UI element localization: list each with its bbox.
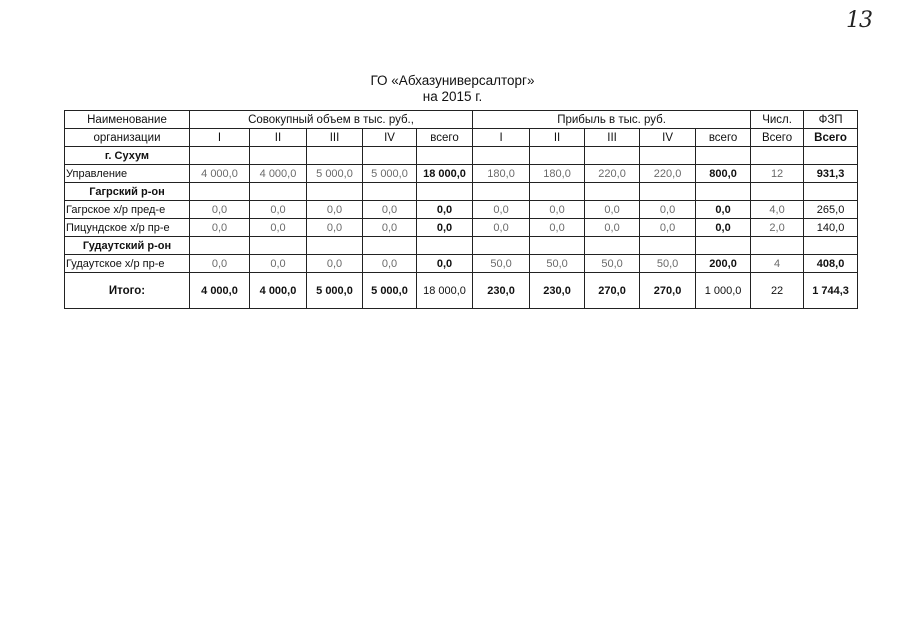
header-headcount-group: Числ. [751,111,804,129]
empty-cell [530,237,585,255]
header-name-line2: организации [65,129,190,147]
header-profit-total: всего [696,129,751,147]
section-row [65,147,858,165]
headcount-cell: 4 [751,255,804,273]
organization-name: Гудаутское х/р пр-е [65,255,190,273]
plan-table [64,110,858,309]
empty-cell [530,183,585,201]
empty-cell [307,147,363,165]
header-row-groups [65,111,858,129]
profit-quarter-cell: 50,0 [530,255,585,273]
total-row [65,273,858,309]
empty-cell [804,183,858,201]
header-volume-group: Совокупный объем в тыс. руб., [190,111,473,129]
empty-cell [307,183,363,201]
document-title-block [0,73,905,105]
empty-cell [250,147,307,165]
total-profit-quarter: 270,0 [585,273,640,309]
profit-quarter-cell: 180,0 [473,165,530,183]
table-row [65,255,858,273]
total-volume-quarter: 5 000,0 [363,273,417,309]
volume-quarter-cell: 0,0 [363,219,417,237]
handwritten-page-number: 13 [846,8,872,33]
profit-quarter-cell: 220,0 [585,165,640,183]
header-volume-total: всего [417,129,473,147]
empty-cell [751,237,804,255]
section-row [65,237,858,255]
empty-cell [307,237,363,255]
empty-cell [190,147,250,165]
section-name: Гагрский р-он [65,183,190,201]
volume-total-cell: 0,0 [417,219,473,237]
volume-quarter-cell: 0,0 [250,219,307,237]
section-row [65,183,858,201]
volume-quarter-cell: 0,0 [363,201,417,219]
document-title: ГО «Абхазуниверсалторг» [370,73,535,88]
organization-name: Гагрское х/р пред-е [65,201,190,219]
empty-cell [804,237,858,255]
empty-cell [473,237,530,255]
volume-quarter-cell: 5 000,0 [363,165,417,183]
payroll-cell: 265,0 [804,201,858,219]
profit-quarter-cell: 180,0 [530,165,585,183]
empty-cell [417,183,473,201]
table-row [65,219,858,237]
header-volume-q4: IV [363,129,417,147]
header-row-subcolumns [65,129,858,147]
payroll-cell: 140,0 [804,219,858,237]
profit-quarter-cell: 0,0 [473,219,530,237]
profit-quarter-cell: 0,0 [530,201,585,219]
profit-total-cell: 200,0 [696,255,751,273]
volume-total-cell: 0,0 [417,201,473,219]
header-volume-q1: I [190,129,250,147]
empty-cell [696,183,751,201]
volume-quarter-cell: 0,0 [190,201,250,219]
header-volume-q2: II [250,129,307,147]
header-profit-q3: III [585,129,640,147]
empty-cell [585,183,640,201]
total-volume-quarter: 4 000,0 [250,273,307,309]
volume-quarter-cell: 5 000,0 [307,165,363,183]
profit-quarter-cell: 0,0 [530,219,585,237]
header-payroll-total: Всего [804,129,858,147]
header-profit-q2: II [530,129,585,147]
header-payroll-group: ФЗП [804,111,858,129]
volume-total-cell: 0,0 [417,255,473,273]
volume-quarter-cell: 0,0 [307,201,363,219]
profit-quarter-cell: 0,0 [640,201,696,219]
empty-cell [640,237,696,255]
table-row [65,165,858,183]
headcount-cell: 12 [751,165,804,183]
profit-quarter-cell: 50,0 [585,255,640,273]
empty-cell [751,147,804,165]
total-profit-quarter: 270,0 [640,273,696,309]
empty-cell [696,237,751,255]
payroll-cell: 408,0 [804,255,858,273]
empty-cell [417,147,473,165]
header-profit-q1: I [473,129,530,147]
profit-quarter-cell: 0,0 [640,219,696,237]
volume-total-cell: 18 000,0 [417,165,473,183]
profit-quarter-cell: 0,0 [585,219,640,237]
profit-total-cell: 0,0 [696,219,751,237]
empty-cell [530,147,585,165]
header-headcount-total: Всего [751,129,804,147]
volume-quarter-cell: 4 000,0 [250,165,307,183]
total-profit-sum: 1 000,0 [696,273,751,309]
organization-name: Управление [65,165,190,183]
section-name: г. Сухум [65,147,190,165]
total-payroll: 1 744,3 [804,273,858,309]
header-profit-group: Прибыль в тыс. руб. [473,111,751,129]
total-volume-quarter: 4 000,0 [190,273,250,309]
volume-quarter-cell: 0,0 [190,219,250,237]
volume-quarter-cell: 0,0 [307,219,363,237]
profit-quarter-cell: 50,0 [473,255,530,273]
section-name: Гудаутский р-он [65,237,190,255]
empty-cell [696,147,751,165]
empty-cell [363,183,417,201]
total-label: Итого: [65,273,190,309]
payroll-cell: 931,3 [804,165,858,183]
empty-cell [473,147,530,165]
empty-cell [640,147,696,165]
total-volume-sum: 18 000,0 [417,273,473,309]
profit-quarter-cell: 0,0 [473,201,530,219]
volume-quarter-cell: 0,0 [190,255,250,273]
header-name-line1: Наименование [65,111,190,129]
organization-name: Пицундское х/р пр-е [65,219,190,237]
empty-cell [190,183,250,201]
profit-total-cell: 0,0 [696,201,751,219]
empty-cell [585,237,640,255]
volume-quarter-cell: 4 000,0 [190,165,250,183]
headcount-cell: 2,0 [751,219,804,237]
total-profit-quarter: 230,0 [530,273,585,309]
empty-cell [250,237,307,255]
empty-cell [473,183,530,201]
volume-quarter-cell: 0,0 [250,201,307,219]
profit-quarter-cell: 50,0 [640,255,696,273]
total-profit-quarter: 230,0 [473,273,530,309]
empty-cell [585,147,640,165]
volume-quarter-cell: 0,0 [250,255,307,273]
table-row [65,201,858,219]
empty-cell [363,147,417,165]
profit-total-cell: 800,0 [696,165,751,183]
empty-cell [250,183,307,201]
empty-cell [751,183,804,201]
document-subtitle: на 2015 г. [422,89,483,104]
empty-cell [640,183,696,201]
profit-quarter-cell: 0,0 [585,201,640,219]
volume-quarter-cell: 0,0 [307,255,363,273]
headcount-cell: 4,0 [751,201,804,219]
header-profit-q4: IV [640,129,696,147]
total-headcount: 22 [751,273,804,309]
total-volume-quarter: 5 000,0 [307,273,363,309]
empty-cell [190,237,250,255]
profit-quarter-cell: 220,0 [640,165,696,183]
empty-cell [804,147,858,165]
empty-cell [417,237,473,255]
header-volume-q3: III [307,129,363,147]
empty-cell [363,237,417,255]
volume-quarter-cell: 0,0 [363,255,417,273]
